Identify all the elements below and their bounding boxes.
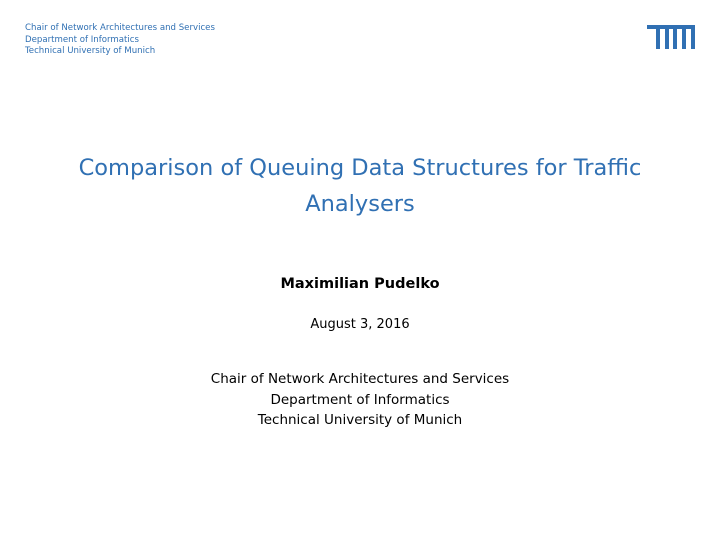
- header-chair: Chair of Network Architectures and Services: [25, 23, 215, 33]
- institute-department: Department of Informatics: [270, 391, 450, 408]
- tum-logo-icon: [647, 25, 695, 49]
- institute-block: [0, 369, 720, 431]
- presentation-date: August 3, 2016: [310, 317, 410, 332]
- header-university: Technical University of Munich: [25, 46, 156, 56]
- institute-university: Technical University of Munich: [257, 412, 463, 428]
- header-department: Department of Informatics: [25, 34, 139, 45]
- title-line-2: Analysers: [305, 191, 415, 217]
- title-line-1: Comparison of Queuing Data Structures for Traffic: [78, 155, 642, 181]
- author-name: Maximilian Pudelko: [280, 276, 440, 292]
- institute-chair: Chair of Network Architectures and Services: [210, 371, 510, 387]
- presentation-title: [40, 150, 680, 222]
- header-affiliation: [25, 23, 215, 58]
